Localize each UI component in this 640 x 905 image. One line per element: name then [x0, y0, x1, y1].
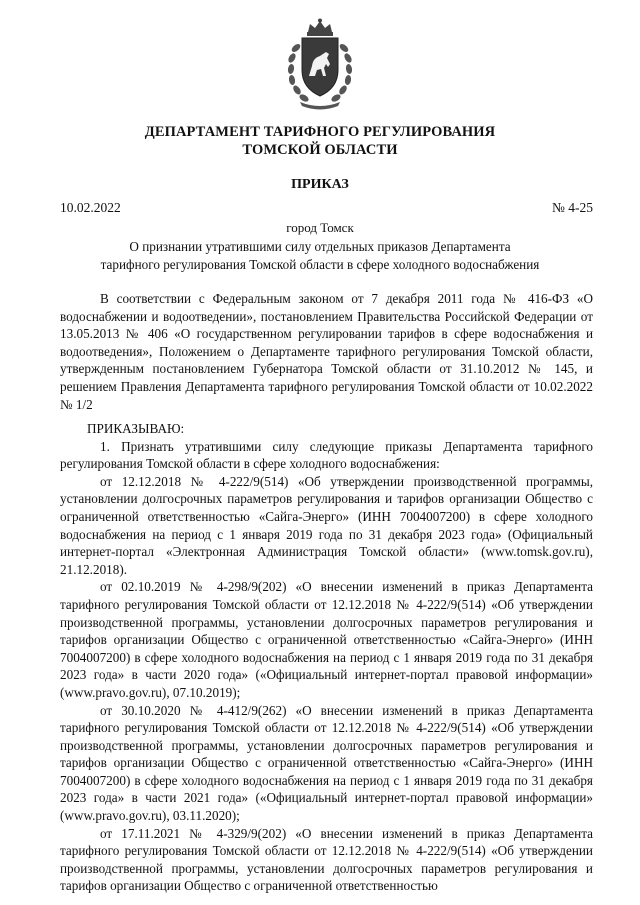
order-paragraph-5: от 17.11.2021 № 4-329/9(202) «О внесении изменений в приказ Департамента тарифного регулирования Томской области от 12.12.2018 № 4-222/9(514) «Об утверждении производственной программы, установлении долгосрочных параметров регулирования и тарифов организации Общество с ограниченной ответственностью [60, 825, 593, 894]
document-type: ПРИКАЗ [291, 177, 349, 192]
order-word: ПРИКАЗЫВАЮ: [87, 421, 185, 436]
preamble [60, 290, 593, 413]
order-paragraph-3: от 02.10.2019 № 4-298/9(202) «О внесении изменений в приказ Департамента тарифного регулирования Томской области от 12.12.2018 № 4-222/9(514) «Об утверждении производственной программы, установлении долгосрочных параметров регулирования и тарифов организации Общество с ограниченной ответственностью «Сайга-Энерго» (ИНН 7004007200) в сфере холодного водоснабжения на период с 1 января 2019 года по 31 декабря 2023 года» в части 2020 года» («Официальный интернет-портал правовой информации» (www.pravo.gov.ru), 07.10.2019); [60, 579, 593, 700]
document-subject: О признании утратившими силу отдельных приказов Департамента тарифного регулирования Томской области в сфере холодного водоснабжения [100, 239, 540, 272]
preamble-paragraph: В соответствии с Федеральным законом от 7 декабря 2011 года № 416-ФЗ «О водоснабжении и водоотведении», постановлением Правительства Российской Федерации от 13.05.2013 № 406 «О государственном регулировании тарифов в сфере водоснабжения и водоотведения», Положением о Департаменте тарифного регулирования Томской области, утвержденным постановлением Губернатора Томской области от 31.10.2012 № 145, и решением Правления Департамента тарифного регулирования Томской области от 10.02.2022 № 1/2 [60, 291, 593, 412]
coat-of-arms-icon [282, 18, 358, 110]
document-date: 10.02.2022 [60, 200, 121, 215]
department-title-line-2: ТОМСКОЙ ОБЛАСТИ [242, 142, 398, 158]
department-title-line-1: ДЕПАРТАМЕНТ ТАРИФНОГО РЕГУЛИРОВАНИЯ [144, 124, 496, 140]
document-city: город Томск [286, 220, 354, 235]
order-paragraph-1: 1. Признать утратившими силу следующие приказы Департамента тарифного регулирования Томской области в сфере холодного водоснабжения: [60, 438, 593, 472]
document-number: № 4-25 [551, 200, 593, 215]
order-section [60, 420, 593, 895]
order-paragraph-4: от 30.10.2020 № 4-412/9(262) «О внесении изменений в приказ Департамента тарифного регулирования Томской области от 12.12.2018 № 4-222/9(514) «Об утверждении производственной программы, установлении долгосрочных параметров регулирования и тарифов организации Общество с ограниченной ответственностью «Сайга-Энерго» (ИНН 7004007200) в сфере холодного водоснабжения на период с 1 января 2019 года по 31 декабря 2023 года» в части 2021 года» («Официальный интернет-портал правовой информации» (www.pravo.gov.ru), 03.11.2020); [60, 702, 593, 824]
order-paragraph-2: от 12.12.2018 № 4-222/9(514) «Об утверждении производственной программы, установлении долгосрочных параметров регулирования и тарифов организации Общество с ограниченной ответственностью «Сайга-Энерго» (ИНН 7004007200) в сфере холодного водоснабжения на период с 1 января 2019 года по 31 декабря 2023 года» (Официальный интернет-портал «Электронная Администрация Томской области» (www.tomsk.gov.ru), 21.12.2018). [60, 473, 593, 577]
